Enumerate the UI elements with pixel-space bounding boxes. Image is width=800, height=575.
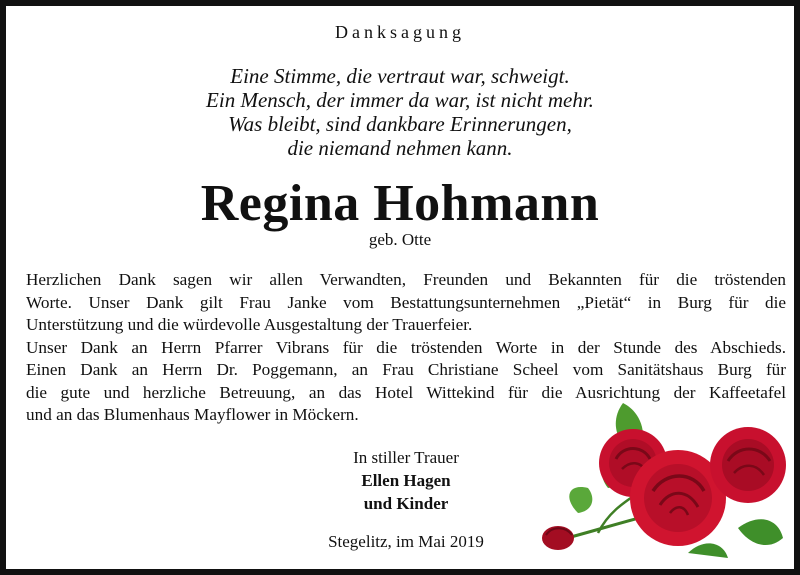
signature bbox=[306, 446, 506, 515]
signature-intro: In stiller Trauer bbox=[353, 448, 459, 467]
signature-name: Ellen Hagen bbox=[361, 471, 451, 490]
body-line: und an das Blumenhaus Mayflower in Möckern. bbox=[26, 405, 359, 424]
birth-name: geb. Otte bbox=[368, 230, 432, 249]
body-line: die gute und herzliche Betreuung, an das Hotel Wittekind für die Ausrichtung der Kaffeetafel bbox=[26, 382, 786, 402]
poem-line: die niemand nehmen kann. bbox=[287, 136, 513, 160]
red-roses-icon bbox=[538, 393, 788, 563]
poem-line: Was bleibt, sind dankbare Erinnerungen, bbox=[228, 112, 572, 136]
signature-family: und Kinder bbox=[363, 494, 449, 513]
body-line: Worte. Unser Dank gilt Frau Janke vom Bestattungsunternehmen „Pietät“ in Burg für die bbox=[26, 292, 786, 312]
place-date: Stegelitz, im Mai 2019 bbox=[328, 532, 484, 551]
body-line: Einen Dank an Herrn Dr. Poggemann, an Frau Christiane Scheel vom Sanitätshaus Burg für bbox=[26, 360, 786, 379]
deceased-name: Regina Hohmann bbox=[200, 175, 600, 232]
body-line: Unser Dank an Herrn Pfarrer Vibrans für die tröstenden Worte in der Stunde des Abschieds. bbox=[26, 337, 786, 357]
poem-line: Ein Mensch, der immer da war, ist nicht mehr. bbox=[206, 88, 594, 112]
heading-danksagung: Danksagung bbox=[335, 22, 465, 42]
poem-line: Eine Stimme, die vertraut war, schweigt. bbox=[230, 64, 570, 88]
body-line: Unterstützung und die würdevolle Ausgestaltung der Trauerfeier. bbox=[26, 315, 473, 334]
body-line: Herzlichen Dank sagen wir allen Verwandten, Freunden und Bekannten für die tröstenden bbox=[26, 270, 786, 289]
poem bbox=[6, 64, 794, 160]
